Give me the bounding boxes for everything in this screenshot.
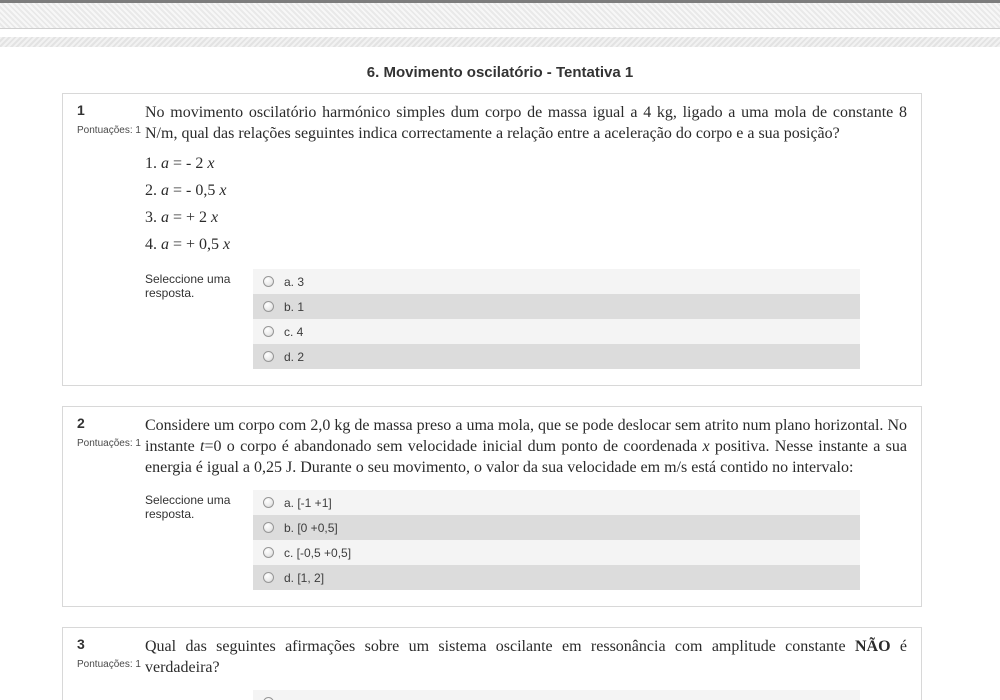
- answer-option-label: d. 2: [284, 349, 305, 364]
- answer-option-label: c. 4: [284, 324, 304, 339]
- answer-option-label: d. [1, 2]: [284, 570, 325, 585]
- question-points: Pontuações: 1: [77, 438, 141, 449]
- secondary-textured-band: [0, 37, 1000, 47]
- question-points: Pontuações: 1: [77, 659, 141, 670]
- question-meta: [63, 407, 145, 606]
- question-number: 1: [77, 102, 85, 118]
- answer-option-row[interactable]: [253, 490, 860, 515]
- choice-list-item: 2. a = - 0,5 x: [145, 182, 227, 199]
- radio-icon[interactable]: [263, 497, 274, 508]
- answer-options: [253, 490, 860, 590]
- question-text: Qual das seguintes afirmações sobre um sistema oscilante em ressonância com amplitude constante NÃO é verdadeira?: [145, 638, 907, 676]
- answer-option-label: b. 1: [284, 299, 305, 314]
- question-text: No movimento oscilatório harmónico simples dum corpo de massa igual a 4 kg, ligado a uma mola de constante 8 N/m, qual das relações seguintes indica correctamente a relação entre a aceleração do corpo e a sua posição?: [145, 104, 907, 142]
- answer-option-row[interactable]: [253, 565, 860, 590]
- answer-option-row[interactable]: [253, 690, 860, 700]
- question-meta: [63, 94, 145, 385]
- select-answer-label: Seleccione uma resposta.: [145, 272, 231, 300]
- radio-icon[interactable]: [263, 276, 274, 287]
- radio-icon[interactable]: [263, 547, 274, 558]
- question-card-2: [62, 406, 922, 607]
- page-title: 6. Movimento oscilatório - Tentativa 1: [366, 64, 634, 81]
- answer-option-row[interactable]: [253, 515, 860, 540]
- answer-area: [145, 690, 907, 700]
- question-number: 2: [77, 415, 85, 431]
- select-answer-label: [145, 690, 253, 700]
- answer-option-row[interactable]: [253, 319, 860, 344]
- choice-list-item: 1. a = - 2 x: [145, 155, 215, 172]
- choice-list-item: 3. a = + 2 x: [145, 209, 219, 226]
- band-gap: [0, 29, 1000, 37]
- answer-option-row[interactable]: [253, 344, 860, 369]
- question-text: Considere um corpo com 2,0 kg de massa preso a uma mola, que se pode deslocar sem atrito num plano horizontal. No instante t=0 o corpo é abandonado sem velocidade inicial dum ponto de coordenada x positiva. Nesse instante a sua energia é igual a 0,25 J. Durante o seu movimento, o valor da sua velocidade em m/s está contido no intervalo:: [145, 417, 908, 476]
- answer-option-label: c. [-0,5 +0,5]: [284, 545, 352, 560]
- question-body: [145, 407, 921, 606]
- question-meta: [63, 628, 145, 700]
- radio-icon[interactable]: [263, 351, 274, 362]
- question-body: [145, 94, 921, 385]
- answer-option-row[interactable]: [253, 269, 860, 294]
- question-body: [145, 628, 921, 700]
- question-card-3: [62, 627, 922, 700]
- choice-list: [145, 153, 907, 255]
- choice-list-item: 4. a = + 0,5 x: [145, 236, 231, 253]
- radio-icon[interactable]: [263, 301, 274, 312]
- answer-area: [145, 269, 907, 369]
- answer-option-row[interactable]: [253, 540, 860, 565]
- answer-option-label: a. 3: [284, 274, 305, 289]
- answer-option-label: b. [0 +0,5]: [284, 520, 338, 535]
- top-textured-band: [0, 3, 1000, 29]
- answer-option-row[interactable]: [253, 294, 860, 319]
- select-answer-label: Seleccione uma resposta.: [145, 493, 231, 521]
- radio-icon[interactable]: [263, 522, 274, 533]
- answer-options: [253, 269, 860, 369]
- question-points: Pontuações: 1: [77, 125, 141, 136]
- answer-options: [253, 690, 860, 700]
- answer-option-label: a. [-1 +1]: [284, 495, 332, 510]
- question-number: 3: [77, 636, 85, 652]
- radio-icon[interactable]: [263, 572, 274, 583]
- answer-area: [145, 490, 907, 590]
- radio-icon[interactable]: [263, 326, 274, 337]
- question-card-1: [62, 93, 922, 386]
